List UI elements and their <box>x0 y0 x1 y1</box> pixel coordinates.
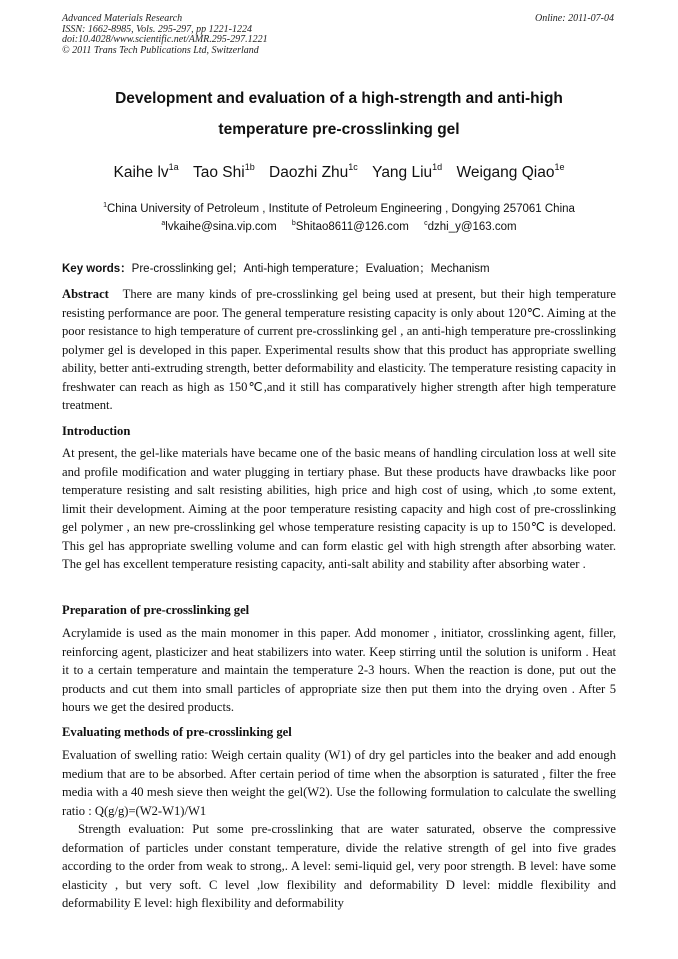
issn-line: ISSN: 1662-8985, Vols. 295-297, pp 1221-1224 <box>62 23 252 35</box>
author: Daozhi Zhu$^{1c}$ <box>269 162 358 181</box>
swelling-ratio-paragraph: Evaluation of swelling ratio: Weigh certain quality (W1) of dry gel particles into the beaker and add enough medium that are to be absorbed. After certain period of time when the absorption is saturated , filter the free media with a 40 mesh sieve then weight the gel(W2). Use the following formulation to calculate the swelling ratio : Q(g/g)=(W2-W1)/W1 <box>62 748 616 818</box>
keywords <box>62 260 616 276</box>
email: $^b$Shitao8611@126.com <box>291 220 409 233</box>
keywords-label: Key words： <box>62 263 132 275</box>
journal-header <box>62 14 268 56</box>
keywords-text: Pre-crosslinking gel；Anti-high temperature；Evaluation；Mechanism <box>131 263 490 275</box>
paper-title-line-2: temperature pre-crosslinking gel <box>218 121 460 138</box>
author-emails <box>62 221 616 233</box>
abstract-text: There are many kinds of pre-crosslinking gel being used at present, but their high temperature resisting performance are poor. The general temperature resisting capacity is only about 120℃. Aiming at the poor resistance to high temperature of current pre-crosslinking gel , an anti-high temperature pre-crosslinking polymer gel is developed in this paper. Experimental results show that this product has appropriate swelling ability, better anti-extruding strength, better deformability and elasticity. The temperature resisting capacity in freshwater can reach as high as 150℃,and it still has comparatively higher strength after high temperature treatment. <box>62 287 616 412</box>
paper-title-line-1: Development and evaluation of a high-strength and anti-high <box>115 90 563 107</box>
section-heading-introduction: Introduction <box>62 424 131 438</box>
preparation-text: Acrylamide is used as the main monomer in this paper. Add monomer , initiator, crosslinking agent, filler, reinforcing agent, plasticizer and heat stabilizers into water. Keep stirring until the solution is uniform . Heat it to a certain temperature and maintain the temperature 2-3 hours. When the reaction is done, put out the products and cut them into small particles of appropriate size then put them into the drying oven . After 5 hours we get the desired products. <box>62 626 616 714</box>
section-heading-preparation: Preparation of pre-crosslinking gel <box>62 603 250 617</box>
strength-evaluation-paragraph: Strength evaluation: Put some pre-crosslinking that are water saturated, observe the compressive deformation of particles under constant temperature, divide the relative strength of gel into five grades according to the order from weak to strong,. A level: semi-liquid gel, very poor strength. B level: have some elasticity , but very soft. C level ,low flexibility and deformability D level: middle flexibility and deformability E level: high flexibility and deformability <box>62 822 616 910</box>
email: $^c$dzhi_y@163.com <box>424 220 517 233</box>
abstract <box>62 285 616 415</box>
doi-line: doi:10.4028/www.scientific.net/AMR.295-297.1221 <box>62 34 268 45</box>
author: Tao Shi$^{1b}$ <box>193 162 255 181</box>
author: Kaihe $lv^{1a}$ <box>113 162 179 181</box>
journal-name: Advanced Materials Research <box>62 13 183 24</box>
abstract-label: Abstract <box>62 287 109 301</box>
author: Yang Liu$^{1d}$ <box>372 162 443 181</box>
online-date: Online: 2011-07-04 <box>535 13 614 24</box>
section-heading-evaluating-methods: Evaluating methods of pre-crosslinking gel <box>62 725 292 739</box>
author: Weigang Qiao$^{1e}$ <box>456 162 565 181</box>
author-list <box>62 164 616 182</box>
affiliation: $^1$China University of Petroleum , Institute of Petroleum Engineering , Dongying 257061 China <box>103 202 575 215</box>
email: $^a$lvkaihe@sina.vip.com <box>161 220 277 233</box>
evaluation-text <box>62 746 616 913</box>
introduction-text: At present, the gel-like materials have became one of the basic means of handling circulation loss at well site and profile modification and water plugging in tertiary phase. But these products have drawbacks like poor temperature resisting and salt resisting abilities, high price and high cost of using, which ,to some extent, limit their development. Aiming at the poor temperature resisting capacity and high cost of pre-crosslinking gel polymer , an new pre-crosslinking gel whose temperature resisting capacity is up to 150℃ is developed. This gel has appropriate swelling volume and can form elastic gel with high strength after absorbing water. The gel has excellent temperature resisting capacity, anti-salt ability and stability after absorbing water . <box>62 446 616 571</box>
copyright-line: © 2011 Trans Tech Publications Ltd, Switzerland <box>62 44 259 56</box>
